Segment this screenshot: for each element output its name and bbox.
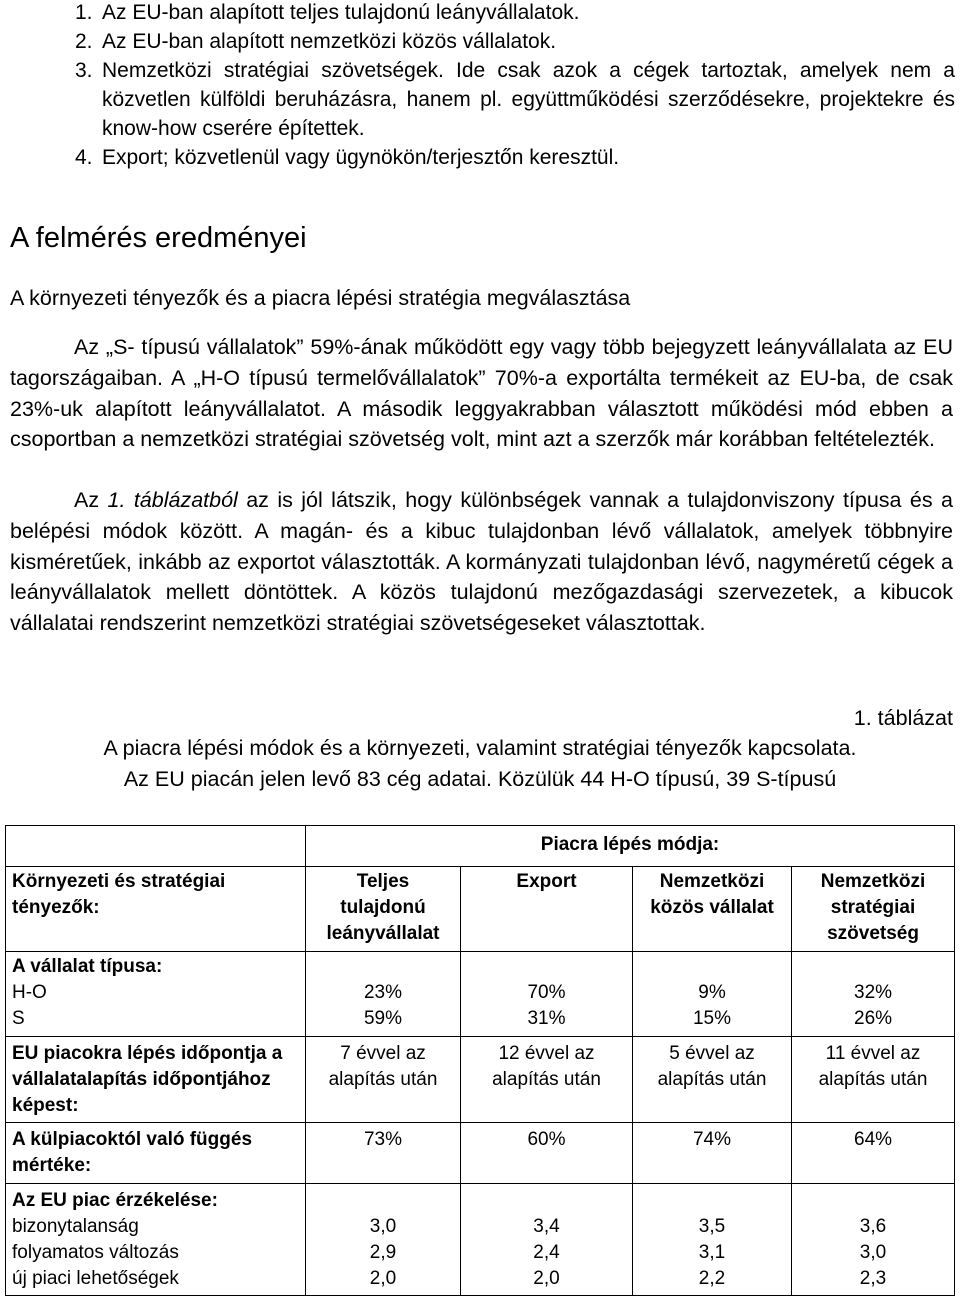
table-cell: 9% 15% (633, 952, 792, 1037)
table-cell: 74% (633, 1123, 792, 1184)
row-sublabel: S (12, 1008, 25, 1029)
list-item-text: Az EU-ban alapított nemzetközi közös vállalatok. (102, 30, 557, 53)
table-cell: 3,4 2,4 2,0 (461, 1184, 633, 1296)
list-item-number: 3. (75, 59, 93, 82)
list-item (0, 56, 960, 143)
row-title: EU piacokra lépés időpontja a vállalatalapítás időpontjához képest: (6, 1037, 306, 1123)
group-header-cell: Piacra lépés módja: (306, 826, 955, 867)
column-header: Nemzetközi közös vállalat (633, 867, 792, 952)
row-sublabel: folyamatos változás (12, 1242, 179, 1263)
section-title: A felmérés eredményei (10, 222, 307, 254)
table-caption-subtitle: Az EU piacán jelen levő 83 cég adatai. Közülük 44 H-O típusú, 39 S-típusú (123, 767, 837, 791)
table-reference: 1. táblázatból (107, 488, 238, 512)
row-title: A külpiacoktól való függés mértéke: (6, 1123, 306, 1184)
paragraph-text: Az (74, 488, 108, 512)
table-row (6, 1184, 955, 1296)
list-item (0, 143, 960, 172)
entry-mode-list (0, 0, 960, 172)
column-header: Nemzetközi stratégiai szövetség (792, 867, 955, 952)
subsection-title: A környezeti tényezők és a piacra lépési stratégia megválasztása (10, 286, 631, 310)
table-cell: 12 évvel az alapítás után (461, 1037, 633, 1123)
table-cell: 3,5 3,1 2,2 (633, 1184, 792, 1296)
list-item-text: Az EU-ban alapított teljes tulajdonú leányvállalatok. (102, 1, 580, 24)
row-label-cell (6, 952, 306, 1037)
table-cell: 3,0 2,9 2,0 (306, 1184, 461, 1296)
row-header-cell: Környezeti és stratégiai tényezők: (6, 867, 306, 952)
list-item-text: Export; közvetlenül vagy ügynökön/terjesztőn keresztül. (102, 146, 620, 169)
column-header: Teljes tulajdonú leányvállalat (306, 867, 461, 952)
table-cell: 11 évvel az alapítás után (792, 1037, 955, 1123)
table-cell: 32% 26% (792, 952, 955, 1037)
results-paragraph-1: Az „S- típusú vállalatok” 59%-ának működött egy vagy több bejegyzett leányvállalata az EU tagországaiban. A „H-O típusú termelővállalatok” 70%-a exportálta termékeit az EU-ba, de csak 23%-uk alapított leányvállalatot. A második leggyakrabban választott működési mód ebben a csoportban a nemzetközi stratégiai szövetség volt, mint azt a szerzők már korábban feltételezték. (10, 335, 953, 452)
row-sublabel: új piaci lehetőségek (12, 1268, 179, 1289)
table-cell: 23% 59% (306, 952, 461, 1037)
list-item (0, 27, 960, 56)
table-cell: 7 évvel az alapítás után (306, 1037, 461, 1123)
table-cell: 3,6 3,0 2,3 (792, 1184, 955, 1296)
entry-mode-table (5, 825, 955, 1296)
row-sublabel: bizonytalanság (12, 1216, 139, 1237)
table-cell: 73% (306, 1123, 461, 1184)
list-item-text: Nemzetközi stratégiai szövetségek. Ide csak azok a cégek tartoztak, amelyek nem a közvetlen külföldi beruházásra, hanem pl. együttműködési szerződésekre, projektekre és know-how cserére építettek. (102, 59, 955, 140)
table-cell: 5 évvel az alapítás után (633, 1037, 792, 1123)
table-row (6, 952, 955, 1037)
list-item-number: 4. (75, 146, 93, 169)
list-item-number: 1. (75, 1, 93, 24)
table-group-header-row (6, 826, 955, 867)
paragraph-text: az is jól látszik, hogy különbségek vannak a tulajdonviszony típusa és a belépési módok között. A magán- és a kibuc tulajdonban lévő vállalatok, amelyek többnyire kisméretűek, inkább az exportot választották. A kormányzati tulajdonban lévő, nagyméretű cégek a leányvállalatok mellett döntöttek. A közös tulajdonú mezőgazdasági szervezetek, a kibucok vállalatai rendszerint nemzetközi stratégiai szövetségeseket választottak. (10, 488, 953, 636)
row-label-cell (6, 1184, 306, 1296)
table-cell: 70% 31% (461, 952, 633, 1037)
table-caption-title: A piacra lépési módok és a környezeti, valamint stratégiai tényezők kapcsolata. (103, 736, 857, 760)
list-item (0, 0, 960, 27)
table-row (6, 1037, 955, 1123)
results-paragraph-2 (10, 485, 953, 639)
column-header: Export (461, 867, 633, 952)
table-corner-cell (6, 826, 306, 867)
table-row (6, 1123, 955, 1184)
table-header-row (6, 867, 955, 952)
table-cell: 64% (792, 1123, 955, 1184)
row-title: A vállalat típusa: (12, 956, 163, 977)
row-sublabel: H-O (12, 982, 47, 1003)
row-title: Az EU piac érzékelése: (12, 1190, 218, 1211)
table-cell: 60% (461, 1123, 633, 1184)
list-item-number: 2. (75, 30, 93, 53)
table-number: 1. táblázat (853, 706, 953, 730)
